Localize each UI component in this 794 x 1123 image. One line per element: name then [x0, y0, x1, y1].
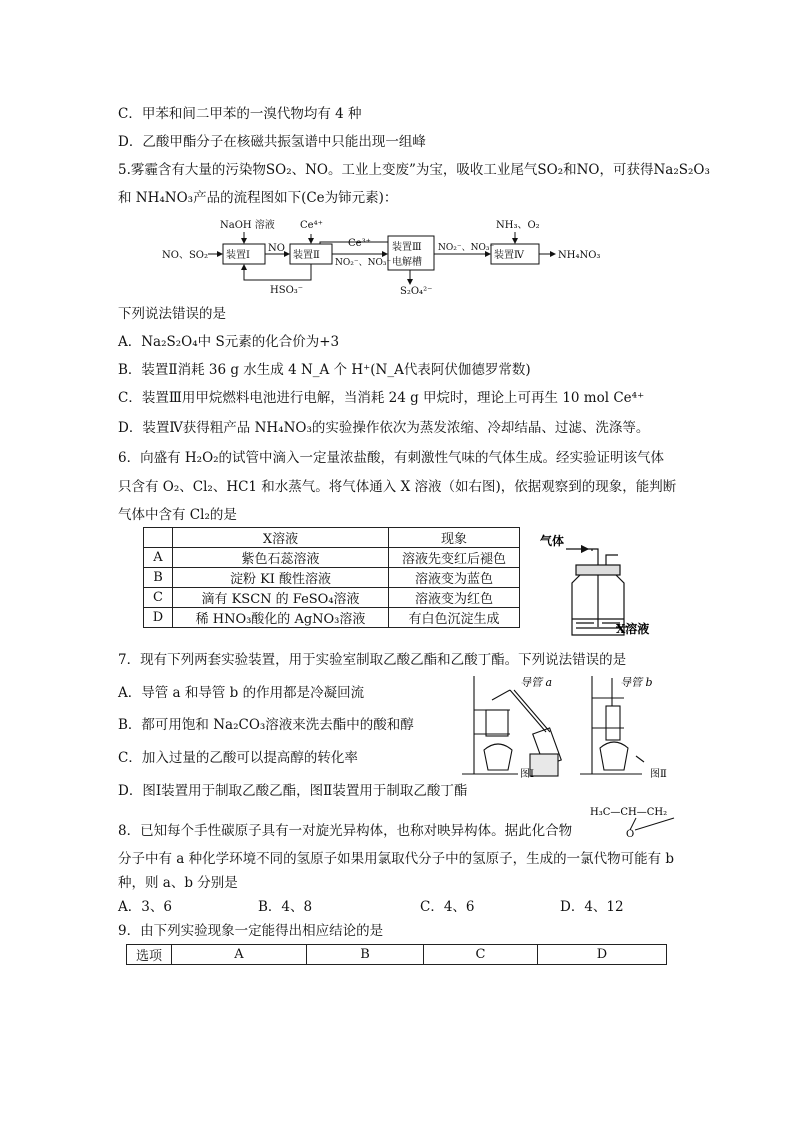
q5-option-c: C．装置Ⅲ用甲烷燃料电池进行电解，当消耗 24 g 甲烷时，理论上可再生 10 mol Ce⁴⁺	[118, 390, 645, 406]
table-row	[144, 568, 520, 588]
q5-stem-1: 5.雾霾含有大量的污染物SO₂、NO。工业上变废”为宝，吸收工业尾气SO₂和NO，可获得Na₂S₂O₃	[118, 162, 710, 178]
molecule-oxygen: O	[626, 829, 635, 840]
table-cell: 溶液先变红后褪色	[389, 548, 520, 568]
molecule-chain: H₃C—CH—CH₂	[590, 807, 668, 818]
q7-option-d: D．图Ⅰ装置用于制取乙酸乙酯，图Ⅱ装置用于制取乙酸丁酯	[118, 783, 468, 799]
q5-option-b: B．装置Ⅱ消耗 36 g 水生成 4 N_A 个 H⁺(N_A代表阿伏伽德罗常数)	[118, 362, 531, 378]
q5-option-a: A．Na₂S₂O₄中 S元素的化合价为+3	[118, 334, 340, 350]
flow-no2-no3-b: NO₂⁻、NO₃⁻	[438, 243, 495, 253]
q6-table	[143, 527, 520, 628]
q6-stem-1: 6．向盛有 H₂O₂的试管中滴入一定量浓盐酸，有刺激性气味的气体生成。经实验证明该气体	[118, 450, 665, 466]
q5-stem-2: 和 NH₄NO₃产品的流程图如下(Ce为铈元素)：	[118, 190, 398, 206]
flow-device-3-sub: 电解槽	[392, 257, 422, 268]
q8-stem-3: 种，则 a、b 分别是	[118, 875, 238, 891]
option-d: D．乙酸甲酯分子在核磁共振氢谱中只能出现一组峰	[118, 134, 426, 150]
figure-1-label: 图Ⅰ	[520, 769, 534, 780]
table-cell: 滴有 KSCN 的 FeSO₄溶液	[173, 588, 389, 608]
table-row	[127, 945, 667, 965]
table-cell: B	[144, 568, 173, 588]
q8-molecule	[588, 803, 698, 841]
table-cell: D	[538, 945, 667, 965]
option-c: C．甲苯和间二甲苯的一溴代物均有 4 种	[118, 106, 362, 122]
table-row	[144, 528, 520, 548]
flow-no: NO	[268, 243, 285, 254]
figure-2-label: 图Ⅱ	[650, 769, 667, 780]
gas-label: 气体	[540, 534, 565, 548]
x-solution-label: X溶液	[616, 622, 650, 636]
table-cell: A	[144, 548, 173, 568]
flow-nh3-o2: NH₃、O₂	[496, 220, 540, 231]
flow-device-4: 装置Ⅳ	[494, 250, 524, 261]
flow-device-2: 装置Ⅱ	[293, 250, 320, 261]
table-cell: 有白色沉淀生成	[389, 608, 520, 628]
q9-stem: 9．由下列实验现象一定能得出相应结论的是	[118, 923, 384, 939]
flow-ce3: Ce³⁺	[348, 238, 371, 249]
q6-stem-2: 只含有 O₂、Cl₂、HC1 和水蒸气。将气体通入 X 溶液（如右图)，依据观察到的现象，能判断	[118, 479, 677, 495]
q6-stem-3: 气体中含有 Cl₂的是	[118, 507, 237, 523]
table-row	[144, 608, 520, 628]
q5-ask: 下列说法错误的是	[118, 306, 226, 322]
table-cell: 稀 HNO₃酸化的 AgNO₃溶液	[173, 608, 389, 628]
q7-stem: 7．现有下列两套实验装置，用于实验室制取乙酸乙酯和乙酸丁酯。下列说法错误的是	[118, 652, 627, 668]
q7-option-c: C．加入过量的乙酸可以提高醇的转化率	[118, 750, 358, 766]
table-row	[144, 548, 520, 568]
q6-gas-bottle-figure	[536, 527, 656, 645]
q8-option-b: B．4、8	[258, 899, 313, 915]
table-cell: A	[172, 945, 307, 965]
q5-flowchart	[160, 214, 620, 296]
q5-option-d: D．装置Ⅳ获得粗产品 NH₄NO₃的实验操作依次为蒸发浓缩、冷却结晶、过滤、洗涤等。	[118, 420, 650, 436]
table-cell: D	[144, 608, 173, 628]
flow-hso3: HSO₃⁻	[270, 285, 304, 296]
q8-option-a: A．3、6	[118, 899, 172, 915]
q8-option-c: C．4、6	[420, 899, 475, 915]
flow-device-3: 装置Ⅲ	[392, 242, 422, 253]
table-cell: 淀粉 KI 酸性溶液	[173, 568, 389, 588]
flow-output: NH₄NO₃	[558, 250, 601, 261]
table-cell: 选项	[127, 945, 172, 965]
table-cell: 现象	[389, 528, 520, 548]
table-cell: 溶液变为蓝色	[389, 568, 520, 588]
q7-apparatus-figure	[458, 670, 668, 782]
table-cell: X溶液	[173, 528, 389, 548]
flow-device-1: 装置Ⅰ	[226, 250, 250, 261]
flow-ce4: Ce⁴⁺	[300, 220, 323, 231]
flow-no2-no3: NO₂⁻、NO₃⁻	[335, 258, 392, 268]
table-cell: 紫色石蕊溶液	[173, 548, 389, 568]
table-cell: 溶液变为红色	[389, 588, 520, 608]
q8-stem-2: 分子中有 a 种化学环境不同的氢原子如果用氯取代分子中的氢原子，生成的一氯代物可能有 b	[118, 851, 675, 867]
flow-input: NO、SO₂	[162, 250, 209, 261]
table-cell: C	[424, 945, 538, 965]
pipe-b-label: 导管 b	[620, 676, 653, 689]
flow-s2o4: S₂O₄²⁻	[400, 286, 433, 296]
q8-option-d: D．4、12	[560, 899, 624, 915]
q8-stem-1: 8．已知每个手性碳原子具有一对旋光异构体，也称对映异构体。据此化合物	[118, 823, 573, 839]
table-cell: C	[144, 588, 173, 608]
q7-option-b: B．都可用饱和 Na₂CO₃溶液来洗去酯中的酸和醇	[118, 717, 414, 733]
q9-table	[126, 944, 667, 965]
q7-option-a: A．导管 a 和导管 b 的作用都是冷凝回流	[118, 685, 365, 701]
table-cell: B	[307, 945, 424, 965]
table-row	[144, 588, 520, 608]
pipe-a-label: 导管 a	[520, 676, 553, 689]
flow-naoh: NaOH 溶液	[220, 220, 275, 231]
table-cell	[144, 528, 173, 548]
